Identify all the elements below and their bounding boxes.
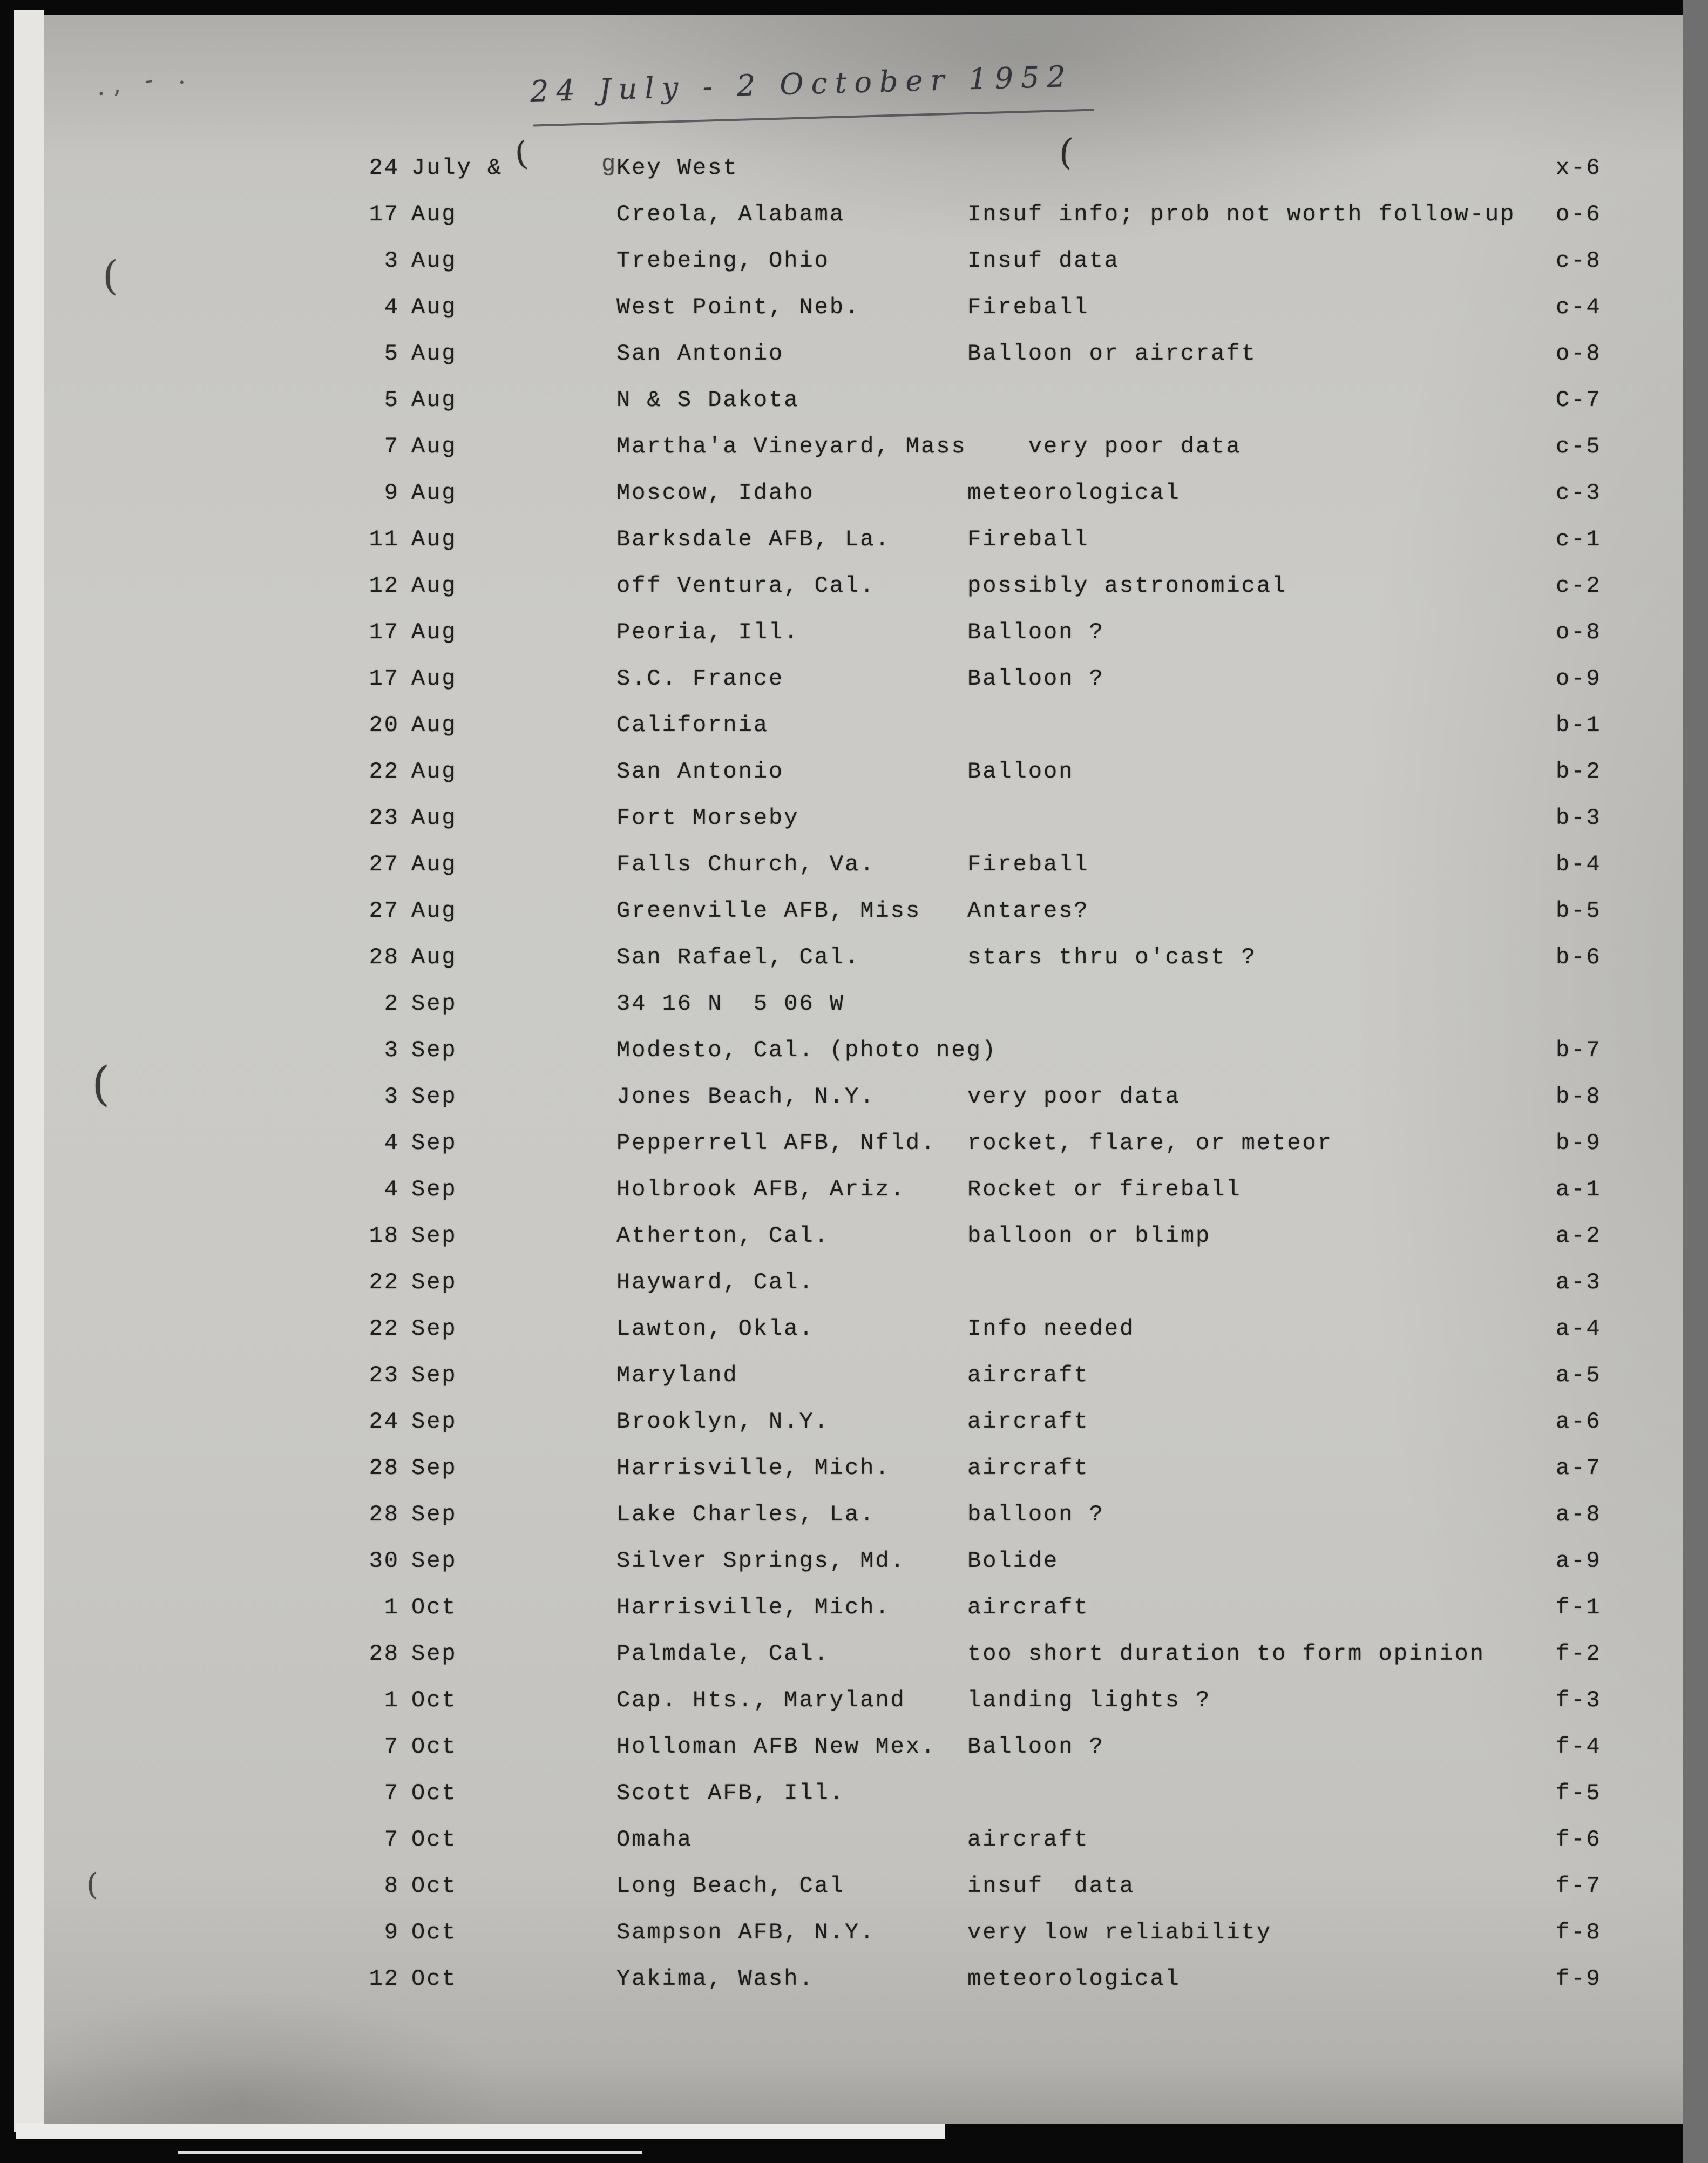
row-day: 30: [369, 1548, 399, 1574]
row-day: 7: [384, 1734, 399, 1760]
row-code: o-8: [1556, 619, 1602, 645]
row-code: b-3: [1556, 805, 1602, 831]
row-location: Silver Springs, Md.: [616, 1548, 906, 1574]
row-note: [967, 702, 1556, 748]
row-code: x-6: [1556, 155, 1602, 181]
row-code: a-7: [1556, 1455, 1602, 1481]
row-code: c-2: [1556, 573, 1602, 599]
row-month: Sep: [411, 1316, 457, 1342]
row-location: Pepperrell AFB, Nfld.: [616, 1130, 937, 1156]
row-location: Martha'a Vineyard, Mass: [616, 434, 967, 459]
row-month: Aug: [411, 666, 457, 692]
row-code: o-8: [1556, 341, 1602, 367]
row-note: [967, 1259, 1556, 1306]
row-month: Aug: [411, 480, 457, 506]
table-row: [357, 609, 1691, 655]
row-note: meteorological: [967, 1966, 1181, 1992]
row-note: Balloon ?: [967, 619, 1104, 645]
row-note: aircraft: [967, 1827, 1089, 1853]
row-location: Fort Morseby: [616, 805, 799, 831]
row-month: Sep: [411, 1269, 457, 1295]
row-month: Sep: [411, 991, 457, 1017]
row-location: Falls Church, Va.: [616, 851, 876, 877]
row-day: 22: [369, 759, 399, 785]
row-code: f-3: [1556, 1687, 1602, 1713]
row-location: San Antonio: [616, 341, 784, 367]
row-location: Holloman AFB New Mex.: [616, 1734, 937, 1760]
table-row: [357, 1120, 1691, 1166]
row-month: Oct: [411, 1966, 457, 1992]
stray-mark: (: [86, 1867, 98, 1902]
row-day: 7: [384, 1780, 399, 1806]
row-day: 27: [369, 898, 399, 924]
stray-mark: ., - .: [94, 60, 195, 102]
row-month: Aug: [411, 248, 457, 274]
row-location: Long Beach, Cal: [616, 1873, 845, 1899]
row-location: N & S Dakota: [616, 387, 799, 413]
row-code: b-4: [1556, 851, 1602, 877]
table-row: [357, 284, 1691, 330]
row-month: Aug: [411, 526, 457, 552]
row-note: aircraft: [967, 1409, 1089, 1435]
row-location: Creola, Alabama: [616, 201, 845, 227]
row-day: 1: [384, 1594, 399, 1620]
stray-mark: (: [1058, 131, 1075, 173]
row-month: Oct: [411, 1734, 457, 1760]
table-row: [357, 888, 1691, 934]
row-code: o-6: [1556, 201, 1602, 227]
row-location: 34 16 N 5 06 W: [616, 991, 845, 1017]
row-day: 9: [384, 1919, 399, 1945]
row-month: Aug: [411, 619, 457, 645]
row-location: Scott AFB, Ill.: [616, 1780, 845, 1806]
table-row: [357, 1723, 1691, 1770]
row-code: b-9: [1556, 1130, 1602, 1156]
row-location: Omaha: [616, 1827, 693, 1853]
row-day: 22: [369, 1316, 399, 1342]
row-month: Sep: [411, 1548, 457, 1574]
row-day: 22: [369, 1269, 399, 1295]
row-day: 9: [384, 480, 399, 506]
row-location: West Point, Neb.: [616, 294, 860, 320]
table-row: [357, 655, 1691, 702]
table-row: [357, 1770, 1691, 1816]
row-note: [967, 1770, 1556, 1816]
row-location: San Antonio: [616, 759, 784, 785]
row-day: 27: [369, 851, 399, 877]
row-day: 17: [369, 201, 399, 227]
row-day: 7: [384, 1827, 399, 1853]
row-location: Modesto, Cal. (photo neg): [616, 1037, 998, 1063]
table-row: [357, 1909, 1691, 1956]
row-month: Sep: [411, 1502, 457, 1527]
row-location: Moscow, Idaho: [616, 480, 815, 506]
handwritten-underline: [533, 109, 1094, 126]
table-row: [357, 1863, 1691, 1909]
row-month: Sep: [411, 1362, 457, 1388]
row-note: aircraft: [967, 1362, 1089, 1388]
table-row: [357, 1491, 1691, 1538]
row-note: aircraft: [967, 1594, 1089, 1620]
row-code: a-5: [1556, 1362, 1602, 1388]
row-note: [967, 795, 1556, 841]
row-note: Rocket or fireball: [967, 1177, 1242, 1202]
row-code: f-1: [1556, 1594, 1602, 1620]
row-code: c-5: [1556, 434, 1602, 459]
row-code: a-4: [1556, 1316, 1602, 1342]
table-row: [357, 470, 1691, 516]
table-row: [357, 1631, 1691, 1677]
row-note: rocket, flare, or meteor: [967, 1130, 1333, 1156]
row-note: Balloon ?: [967, 666, 1104, 692]
row-month: Sep: [411, 1455, 457, 1481]
row-note: [967, 1027, 1556, 1073]
row-month: Oct: [411, 1827, 457, 1853]
row-location: Sampson AFB, N.Y.: [616, 1919, 876, 1945]
row-month: Aug: [411, 573, 457, 599]
row-code: b-6: [1556, 944, 1602, 970]
row-month: Aug: [411, 294, 457, 320]
row-note: balloon or blimp: [967, 1223, 1211, 1249]
row-month: Aug: [411, 759, 457, 785]
row-location: Brooklyn, N.Y.: [616, 1409, 830, 1435]
row-day: 3: [384, 248, 399, 274]
row-code: f-5: [1556, 1780, 1602, 1806]
stray-mark: (: [103, 253, 118, 299]
row-code: f-7: [1556, 1873, 1602, 1899]
row-month: Aug: [411, 712, 457, 738]
row-day: 12: [369, 1966, 399, 1992]
table-row: [357, 238, 1691, 284]
row-location: Atherton, Cal.: [616, 1223, 830, 1249]
row-note: possibly astronomical: [967, 573, 1287, 599]
row-note: very poor data: [967, 434, 1242, 459]
row-note: aircraft: [967, 1455, 1089, 1481]
row-month: Aug: [411, 201, 457, 227]
row-day: 17: [369, 619, 399, 645]
table-row: [357, 1352, 1691, 1398]
table-row: [357, 1538, 1691, 1584]
row-code: c-4: [1556, 294, 1602, 320]
row-day: 28: [369, 1502, 399, 1527]
table-row: [357, 1816, 1691, 1863]
table-row: [357, 1584, 1691, 1631]
row-location: Barksdale AFB, La.: [616, 526, 891, 552]
row-day: 23: [369, 805, 399, 831]
row-day: 12: [369, 573, 399, 599]
row-code: c-3: [1556, 480, 1602, 506]
row-location: Trebeing, Ohio: [616, 248, 830, 274]
row-note: balloon ?: [967, 1502, 1104, 1527]
table-row: [357, 702, 1691, 748]
row-note: landing lights ?: [967, 1687, 1211, 1713]
row-day: 18: [369, 1223, 399, 1249]
row-code: a-6: [1556, 1409, 1602, 1435]
row-month: Sep: [411, 1037, 457, 1063]
handwritten-date-range: 24 July - 2 October 1952: [530, 59, 1074, 109]
row-location: Maryland: [616, 1362, 738, 1388]
row-day: 4: [384, 1177, 399, 1202]
table-row: [357, 1306, 1691, 1352]
row-month: Oct: [411, 1687, 457, 1713]
row-month: Sep: [411, 1409, 457, 1435]
row-month: Aug: [411, 898, 457, 924]
row-code: a-8: [1556, 1502, 1602, 1527]
row-code: c-1: [1556, 526, 1602, 552]
row-note: [967, 981, 1556, 1027]
row-location: S.C. France: [616, 666, 784, 692]
row-month: Aug: [411, 341, 457, 367]
row-location: Greenville AFB, Miss: [616, 898, 921, 924]
row-note: Fireball: [967, 294, 1089, 320]
table-row: [357, 145, 1691, 191]
row-note: Fireball: [967, 526, 1089, 552]
table-row: [357, 981, 1691, 1027]
table-row: [357, 516, 1691, 563]
row-month: Aug: [411, 851, 457, 877]
row-day: 5: [384, 341, 399, 367]
table-row: [357, 377, 1691, 423]
row-month: Sep: [411, 1084, 457, 1110]
table-row: [357, 423, 1691, 470]
row-code: a-3: [1556, 1269, 1602, 1295]
row-day: 28: [369, 944, 399, 970]
row-month: Oct: [411, 1780, 457, 1806]
row-month: Oct: [411, 1594, 457, 1620]
row-code: b-8: [1556, 1084, 1602, 1110]
row-code: b-1: [1556, 712, 1602, 738]
row-code: b-7: [1556, 1037, 1602, 1063]
row-location: Palmdale, Cal.: [616, 1641, 830, 1667]
row-code: c-8: [1556, 248, 1602, 274]
stray-mark: g: [601, 151, 616, 178]
row-code: f-2: [1556, 1641, 1602, 1667]
row-location: Cap. Hts., Maryland: [616, 1687, 906, 1713]
table-row: [357, 1213, 1691, 1259]
row-day: 24: [369, 155, 399, 181]
row-note: Bolide: [967, 1548, 1059, 1574]
row-note: very poor data: [967, 1084, 1181, 1110]
row-location: Harrisville, Mich.: [616, 1455, 891, 1481]
row-month: Sep: [411, 1177, 457, 1202]
row-note: [967, 377, 1556, 423]
row-day: 28: [369, 1455, 399, 1481]
row-location: California: [616, 712, 769, 738]
row-code: b-5: [1556, 898, 1602, 924]
row-note: stars thru o'cast ?: [967, 944, 1257, 970]
table-row: [357, 1073, 1691, 1120]
table-row: [357, 1677, 1691, 1723]
row-location: Hayward, Cal.: [616, 1269, 815, 1295]
paper-sheet: [44, 15, 1683, 2124]
row-month: Oct: [411, 1873, 457, 1899]
row-day: 1: [384, 1687, 399, 1713]
row-note: insuf data: [967, 1873, 1135, 1899]
row-code: [1556, 981, 1691, 1027]
row-day: 11: [369, 526, 399, 552]
row-note: meteorological: [967, 480, 1181, 506]
row-code: o-9: [1556, 666, 1602, 692]
row-note: Fireball: [967, 851, 1089, 877]
row-code: f-9: [1556, 1966, 1602, 1992]
row-code: b-2: [1556, 759, 1602, 785]
row-note: too short duration to form opinion: [967, 1641, 1485, 1667]
row-day: 8: [384, 1873, 399, 1899]
row-month: Oct: [411, 1919, 457, 1945]
row-location: Harrisville, Mich.: [616, 1594, 891, 1620]
row-location: Lake Charles, La.: [616, 1502, 876, 1527]
row-code: a-2: [1556, 1223, 1602, 1249]
table-row: [357, 748, 1691, 795]
row-code: f-8: [1556, 1919, 1602, 1945]
scan-edge-left: [14, 10, 44, 2132]
table-row: [357, 191, 1691, 238]
row-month: Aug: [411, 805, 457, 831]
row-note: Info needed: [967, 1316, 1135, 1342]
row-day: 2: [384, 991, 399, 1017]
row-code: a-1: [1556, 1177, 1602, 1202]
row-note: Insuf data: [967, 248, 1120, 274]
row-code: a-9: [1556, 1548, 1602, 1574]
row-code: C-7: [1556, 387, 1602, 413]
row-note: Insuf info; prob not worth follow-up: [967, 201, 1516, 227]
row-month: Sep: [411, 1641, 457, 1667]
row-day: 3: [384, 1037, 399, 1063]
row-day: 28: [369, 1641, 399, 1667]
table-row: [357, 1027, 1691, 1073]
row-month: Sep: [411, 1130, 457, 1156]
row-day: 4: [384, 1130, 399, 1156]
row-code: f-6: [1556, 1827, 1602, 1853]
table-row: [357, 934, 1691, 981]
row-note: [967, 145, 1556, 191]
scan-edge-bottom: [16, 2123, 945, 2139]
table-row: [357, 1259, 1691, 1306]
row-code: f-4: [1556, 1734, 1602, 1760]
row-note: Balloon: [967, 759, 1074, 785]
row-month: Aug: [411, 434, 457, 459]
table-row: [357, 795, 1691, 841]
row-location: Lawton, Okla.: [616, 1316, 815, 1342]
row-note: Balloon or aircraft: [967, 341, 1257, 367]
stray-mark: (: [513, 134, 530, 174]
row-day: 4: [384, 294, 399, 320]
row-note: very low reliability: [967, 1919, 1272, 1945]
row-location: off Ventura, Cal.: [616, 573, 876, 599]
row-note: Balloon ?: [967, 1734, 1104, 1760]
table-row: [357, 330, 1691, 377]
row-day: 20: [369, 712, 399, 738]
table-row: [357, 841, 1691, 888]
scan-edge-bottom-line: [178, 2151, 642, 2154]
table-row: [357, 563, 1691, 609]
row-month: July &: [411, 155, 503, 181]
report-table: [357, 145, 1691, 2002]
row-note: Antares?: [967, 898, 1089, 924]
row-location: Peoria, Ill.: [616, 619, 799, 645]
row-day: 17: [369, 666, 399, 692]
row-location: Jones Beach, N.Y.: [616, 1084, 876, 1110]
row-day: 23: [369, 1362, 399, 1388]
row-day: 5: [384, 387, 399, 413]
table-row: [357, 1398, 1691, 1445]
table-row: [357, 1956, 1691, 2002]
row-day: 24: [369, 1409, 399, 1435]
row-month: Sep: [411, 1223, 457, 1249]
row-location: Holbrook AFB, Ariz.: [616, 1177, 906, 1202]
row-location: Yakima, Wash.: [616, 1966, 815, 1992]
table-row: [357, 1166, 1691, 1213]
row-day: 3: [384, 1084, 399, 1110]
row-location: Key West: [616, 155, 738, 181]
row-day: 7: [384, 434, 399, 459]
stray-mark: (: [92, 1057, 110, 1111]
row-month: Aug: [411, 387, 457, 413]
row-location: San Rafael, Cal.: [616, 944, 860, 970]
row-month: Aug: [411, 944, 457, 970]
table-row: [357, 1445, 1691, 1491]
